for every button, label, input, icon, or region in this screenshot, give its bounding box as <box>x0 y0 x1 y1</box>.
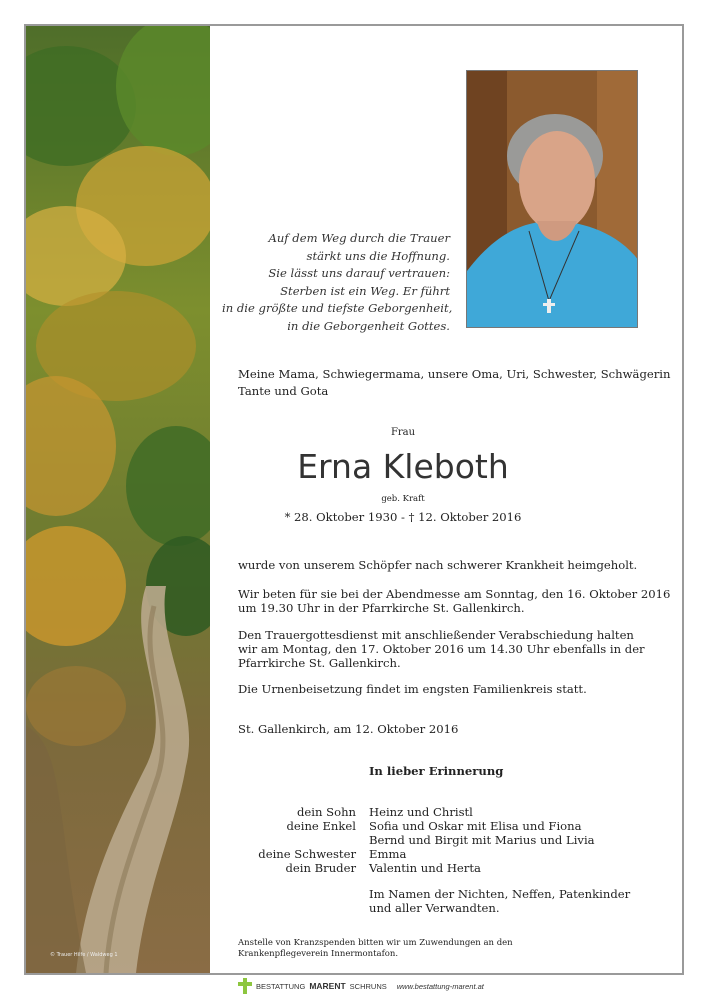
poem <box>222 230 453 335</box>
mass-text <box>238 587 670 615</box>
forest-path-image <box>26 26 210 973</box>
footer-brand: MARENT <box>309 981 346 991</box>
relative-name: Bernd und Birgit mit Marius und Livia <box>369 833 595 847</box>
poem-line: in die Geborgenheit Gottes. <box>287 318 450 333</box>
poem-line: stärkt uns die Hoffnung. <box>306 248 450 263</box>
relative-name: Heinz und Christl <box>369 805 473 819</box>
life-dates: * 28. Oktober 1930 - † 12. Oktober 2016 <box>284 510 522 524</box>
relative-names <box>369 805 595 875</box>
donation-line: Krankenpflegeverein Innermontafon. <box>238 949 399 959</box>
poem-line: Auf dem Weg durch die Trauer <box>268 231 450 245</box>
footer-prefix: BESTATTUNG <box>256 981 306 991</box>
relative-name: Sofia und Oskar mit Elisa und Fiona <box>369 819 582 833</box>
intro-line: Tante und Gota <box>238 384 329 398</box>
donation-line: Anstelle von Kranzspenden bitten wir um Zuwendungen an den <box>238 938 513 948</box>
funeral-text <box>238 628 645 670</box>
place-date: St. Gallenkirch, am 12. Oktober 2016 <box>238 722 459 736</box>
funeral-line: wir am Montag, den 17. Oktober 2016 um 14.30 Uhr ebenfalls in der <box>238 642 645 656</box>
relative-role: dein Sohn <box>297 805 356 819</box>
relative-role: deine Enkel <box>286 819 356 833</box>
urn-text: Die Urnenbeisetzung findet im engsten Familienkreis statt. <box>238 682 587 696</box>
mass-line: Wir beten für sie bei der Abendmesse am Sonntag, den 16. Oktober 2016 <box>238 587 671 601</box>
poem-line: Sie lässt uns darauf vertrauen: <box>268 266 450 280</box>
relative-role: deine Schwester <box>258 847 356 861</box>
closing-line: Im Namen der Nichten, Neffen, Patenkinder <box>369 887 631 901</box>
closing-text <box>369 887 630 915</box>
funeral-line: Pfarrkirche St. Gallenkirch. <box>238 656 401 670</box>
deceased-name: Erna Kleboth <box>297 447 509 486</box>
poem-line: Sterben ist ein Weg. Er führt <box>280 283 450 298</box>
footer-town: SCHRUNS <box>349 981 387 991</box>
mass-line: um 19.30 Uhr in der Pfarrkirche St. Gallenkirch. <box>238 601 525 615</box>
maiden-name: geb. Kraft <box>381 494 425 504</box>
donation-text <box>238 938 513 960</box>
intro-text <box>238 367 670 398</box>
relative-name: Emma <box>369 847 407 861</box>
portrait-photo <box>466 70 638 328</box>
closing-line: und aller Verwandten. <box>369 901 500 915</box>
relative-role: dein Bruder <box>285 861 356 875</box>
memory-heading: In lieber Erinnerung <box>369 764 504 778</box>
relative-name: Valentin und Herta <box>369 861 481 875</box>
intro-line: Meine Mama, Schwiegermama, unsere Oma, Uri, Schwester, Schwägerin <box>238 367 671 381</box>
poem-line: in die größte und tiefste Geborgenheit, <box>222 301 453 315</box>
cross-logo-icon <box>238 978 252 994</box>
called-home-text: wurde von unserem Schöpfer nach schwerer Krankheit heimgeholt. <box>238 558 638 572</box>
relative-roles <box>226 805 356 875</box>
footer-url[interactable]: www.bestattung-marent.at <box>396 981 484 991</box>
footer <box>238 977 498 995</box>
photo-credit: © Trauer Hilfe / Waldweg 1 <box>50 952 118 958</box>
funeral-line: Den Trauergottesdienst mit anschließender Verabschiedung halten <box>238 628 634 642</box>
relative-role <box>226 833 356 847</box>
salutation: Frau <box>390 427 416 438</box>
